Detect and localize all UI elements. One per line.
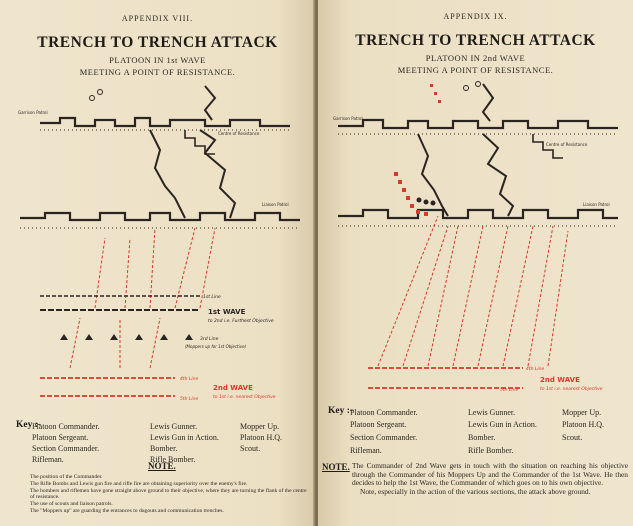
- key-platoon-hq: Platoon H.Q.: [562, 420, 604, 429]
- key-bomber: Bomber.: [150, 444, 178, 453]
- attacking-sections: [394, 84, 441, 216]
- fifth-line-label: 5th Line: [500, 388, 519, 393]
- key-rifle-bomber: Rifle Bomber.: [468, 446, 514, 455]
- key-platoon-sergeant: Platoon Sergeant.: [32, 433, 89, 442]
- right-page: [318, 0, 633, 526]
- note-paragraph: Note, especially in the action of the various sections, the attack above ground.: [360, 486, 591, 496]
- key-heading: Key :-: [328, 406, 354, 416]
- fourth-line-label: 4th Line: [180, 377, 199, 382]
- scout-marker: [476, 82, 481, 87]
- key-platoon-hq: Platoon H.Q.: [240, 433, 282, 442]
- note-line: The bombers and riflemen have gone straight above ground to their objective, where they are turning the flank of the centre of resistance.: [30, 487, 307, 501]
- enemy-second-trench: [338, 120, 618, 128]
- appendix-heading: APPENDIX IX.: [443, 12, 508, 21]
- left-page: [0, 0, 315, 526]
- fourth-line-label: 4th Line: [526, 367, 545, 372]
- fifth-line-label: 5th Line: [180, 397, 199, 402]
- key-section-commander: Section Commander.: [32, 444, 100, 453]
- key-bomber: Bomber.: [468, 433, 496, 442]
- enemy-first-trench: [20, 213, 300, 220]
- note-line: The position of the Commander.: [30, 474, 103, 480]
- note-line: The "Moppers up" are guarding the entrances to dugouts and communication trenches.: [30, 507, 224, 514]
- key-heading: Key :-: [16, 420, 42, 430]
- second-wave-subtitle: to 1st i.e. nearest Objective: [213, 395, 276, 400]
- key-lewis-gun-action: Lewis Gun in Action.: [468, 420, 537, 429]
- legend: [350, 406, 632, 458]
- key-lewis-gunner: Lewis Gunner.: [468, 408, 516, 417]
- key-mopper-up: Mopper Up.: [562, 408, 602, 417]
- garrison-patrol-label: Garrison Patrol: [333, 116, 363, 121]
- left-trench-diagram: [0, 78, 315, 408]
- key-rifleman: Rifleman.: [32, 455, 64, 464]
- key-scout: Scout.: [240, 444, 261, 453]
- third-line-label: 3rd Line: [200, 337, 219, 342]
- note-title: NOTE.: [148, 461, 176, 471]
- page-title: TRENCH TO TRENCH ATTACK: [355, 32, 596, 49]
- scout-marker: [98, 90, 103, 95]
- liaison-patrol-label: Liaison Patrol: [262, 202, 289, 207]
- subtitle-line-1: PLATOON IN 1st WAVE: [109, 55, 206, 65]
- key-platoon-commander: Platoon Commander.: [32, 422, 100, 431]
- first-line-label: 1st Line: [203, 295, 221, 300]
- garrison-patrol-label: Garrison Patrol: [18, 110, 48, 115]
- key-platoon-sergeant: Platoon Sergeant.: [350, 420, 407, 429]
- key-rifle-bomber: Rifle Bomber.: [150, 455, 196, 464]
- enemy-second-trench: [40, 118, 290, 126]
- key-mopper-up: Mopper Up.: [240, 422, 280, 431]
- subtitle-line-2: MEETING A POINT OF RESISTANCE.: [79, 67, 236, 77]
- note-line: The Rifle Bombs and Lewis gun fire and rifle fire are obtaining superiority over the enemy's fire.: [30, 480, 248, 487]
- communication-trench: [483, 84, 513, 216]
- centre-of-resistance-label: Centre of Resistance: [546, 142, 588, 147]
- second-wave-subtitle: to 1st i.e. nearest Objective: [540, 387, 603, 392]
- lewis-gunners: [417, 198, 436, 206]
- key-lewis-gun-action: Lewis Gun in Action.: [150, 433, 219, 442]
- advance-arrows: [378, 216, 568, 366]
- stepped-centre: [185, 130, 215, 154]
- third-line-subtitle: (Moppers up for 1st Objective): [185, 344, 247, 349]
- note-body: [30, 474, 308, 515]
- note-title: NOTE.: [322, 462, 350, 472]
- key-scout: Scout.: [562, 433, 583, 442]
- note-body: [352, 462, 628, 496]
- page-title: TRENCH TO TRENCH ATTACK: [37, 34, 278, 51]
- first-wave-title: 1st WAVE: [208, 308, 246, 316]
- subtitle-line-2: MEETING A POINT OF RESISTANCE.: [397, 65, 554, 75]
- moppers-up-triangles: [60, 334, 193, 340]
- note-paragraph: The Commander of 2nd Wave gets in touch with the situation on reaching his objective through the Commander of his Moppers Up and the Commander of the 1st Wave. He then decides to help the 1st Wave, the Commander of which goes on to his own objective.: [352, 461, 628, 488]
- centre-of-resistance-label: Centre of Resistance: [218, 131, 260, 136]
- enemy-first-trench: [338, 210, 618, 218]
- right-trench-diagram: [318, 76, 633, 406]
- note-line: The use of scouts and liaison patrols.: [30, 501, 113, 508]
- liaison-patrol-label: Liaison Patrol: [583, 202, 610, 207]
- second-wave-title: 2nd WAVE: [540, 376, 580, 384]
- scout-marker: [90, 96, 95, 101]
- key-rifleman: Rifleman.: [350, 446, 382, 455]
- key-section-commander: Section Commander.: [350, 433, 418, 442]
- key-platoon-commander: Platoon Commander.: [350, 408, 418, 417]
- scout-marker: [464, 86, 469, 91]
- key-lewis-gunner: Lewis Gunner.: [150, 422, 198, 431]
- appendix-heading: APPENDIX VIII.: [121, 14, 194, 23]
- first-wave-subtitle: to 2nd i.e. Furthest Objective: [208, 319, 274, 324]
- communication-trench-2: [150, 130, 185, 218]
- second-wave-title: 2nd WAVE: [213, 384, 253, 392]
- subtitle-line-1: PLATOON IN 2nd WAVE: [425, 53, 526, 63]
